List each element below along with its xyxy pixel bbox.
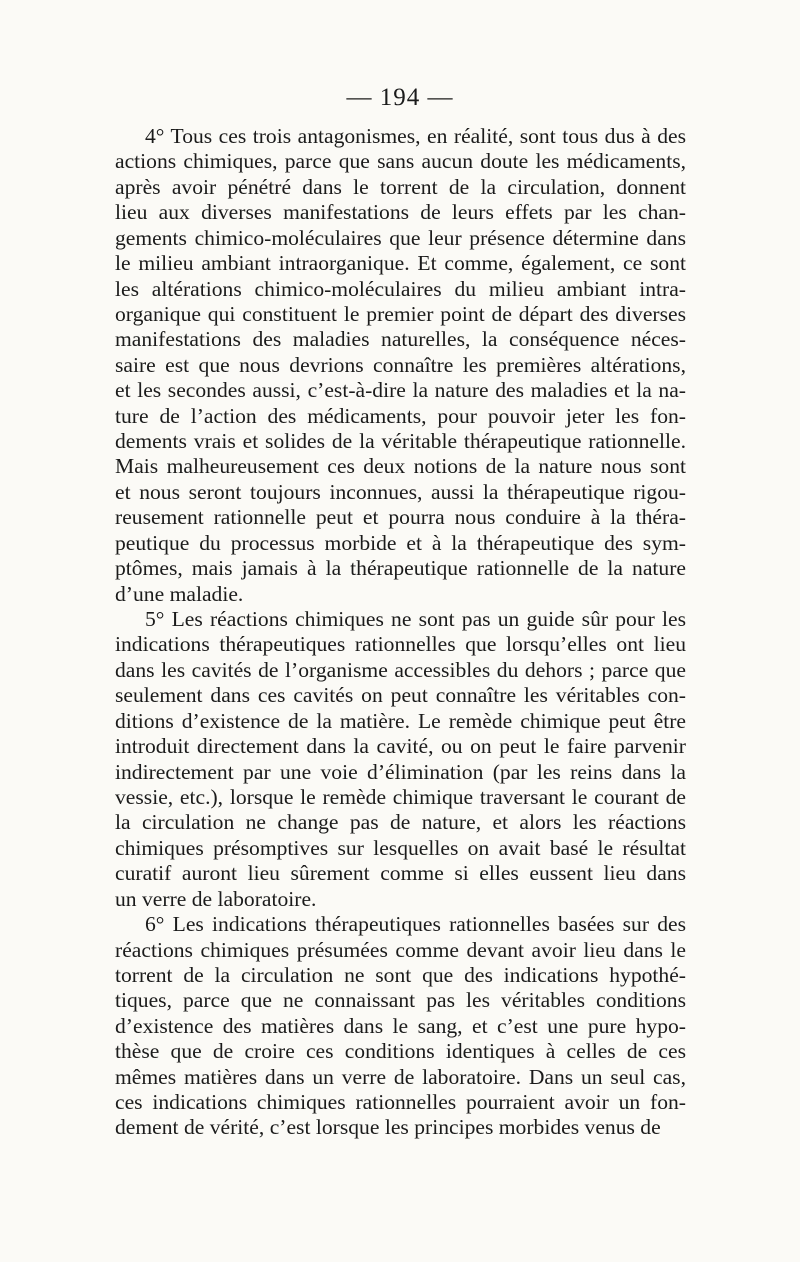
text-line: manifestations des maladies naturelles, la conséquence néces- — [115, 327, 686, 352]
text-line: le milieu ambiant intraorganique. Et comme, également, ce sont — [115, 251, 686, 276]
text-line: dans les cavités de l’organisme accessibles du dehors ; parce que — [115, 657, 686, 682]
text-line: thèse que de croire ces conditions identiques à celles de ces — [115, 1039, 686, 1064]
text-line: dements vrais et solides de la véritable thérapeutique rationnelle. — [115, 429, 686, 454]
text-line: d’une maladie. — [115, 581, 244, 606]
page-number: — 194 — — [346, 84, 454, 111]
text-line: peutique du processus morbide et à la thérapeutique des sym- — [115, 530, 686, 555]
text-line: chimiques présomptives sur lesquelles on avait basé le résultat — [115, 835, 686, 860]
body-text — [115, 124, 686, 1141]
text-line: Mais malheureusement ces deux notions de la nature nous sont — [115, 454, 686, 479]
text-line: ditions d’existence de la matière. Le remède chimique peut être — [115, 708, 686, 733]
text-line: 6° Les indications thérapeutiques rationnelles basées sur des — [145, 912, 686, 937]
text-line: ces indications chimiques rationnelles pourraient avoir un fon- — [115, 1090, 686, 1115]
text-line: un verre de laboratoire. — [115, 886, 317, 911]
text-line: saire est que nous devrions connaître les premières altérations, — [115, 352, 686, 377]
text-line: indications thérapeutiques rationnelles que lorsqu’elles ont lieu — [115, 632, 686, 657]
text-line: les altérations chimico-moléculaires du milieu ambiant intra- — [115, 276, 686, 301]
text-line: la circulation ne change pas de nature, et alors les réactions — [115, 810, 686, 835]
text-line: torrent de la circulation ne sont que des indications hypothé- — [115, 962, 686, 987]
text-line: ptômes, mais jamais à la thérapeutique rationnelle de la nature — [115, 556, 686, 581]
text-line: d’existence des matières dans le sang, et c’est une pure hypo- — [115, 1013, 686, 1038]
text-line: mêmes matières dans un verre de laboratoire. Dans un seul cas, — [115, 1064, 686, 1089]
text-line: seulement dans ces cavités on peut connaître les véritables con- — [115, 683, 686, 708]
text-line: tiques, parce que ne connaissant pas les véritables conditions — [115, 988, 686, 1013]
text-line: vessie, etc.), lorsque le remède chimique traversant le courant de — [115, 784, 686, 809]
text-line: curatif auront lieu sûrement comme si elles eussent lieu dans — [115, 861, 686, 886]
text-line: ture de l’action des médicaments, pour pouvoir jeter les fon- — [115, 403, 686, 428]
text-line: 5° Les réactions chimiques ne sont pas un guide sûr pour les — [145, 607, 686, 632]
text-line: indirectement par une voie d’élimination (par les reins dans la — [115, 759, 686, 784]
text-line: après avoir pénétré dans le torrent de la circulation, donnent — [115, 174, 686, 199]
text-line: 4° Tous ces trois antagonismes, en réalité, sont tous dus à des — [145, 124, 686, 148]
text-line: lieu aux diverses manifestations de leurs effets par les chan- — [115, 200, 686, 225]
text-line: reusement rationnelle peut et pourra nous conduire à la théra- — [115, 505, 686, 530]
text-line: introduit directement dans la cavité, ou on peut le faire parvenir — [115, 734, 686, 759]
text-line: dement de vérité, c’est lorsque les principes morbides venus de — [115, 1115, 661, 1140]
text-line: actions chimiques, parce que sans aucun doute les médicaments, — [115, 149, 686, 174]
text-line: organique qui constituent le premier point de départ des diverses — [115, 301, 686, 326]
text-line: gements chimico-moléculaires que leur présence détermine dans — [115, 225, 686, 250]
text-line: et les secondes aussi, c’est-à-dire la nature des maladies et la na- — [115, 378, 686, 403]
text-line: et nous seront toujours inconnues, aussi la thérapeutique rigou- — [115, 479, 686, 504]
text-line: réactions chimiques présumées comme devant avoir lieu dans le — [115, 937, 686, 962]
